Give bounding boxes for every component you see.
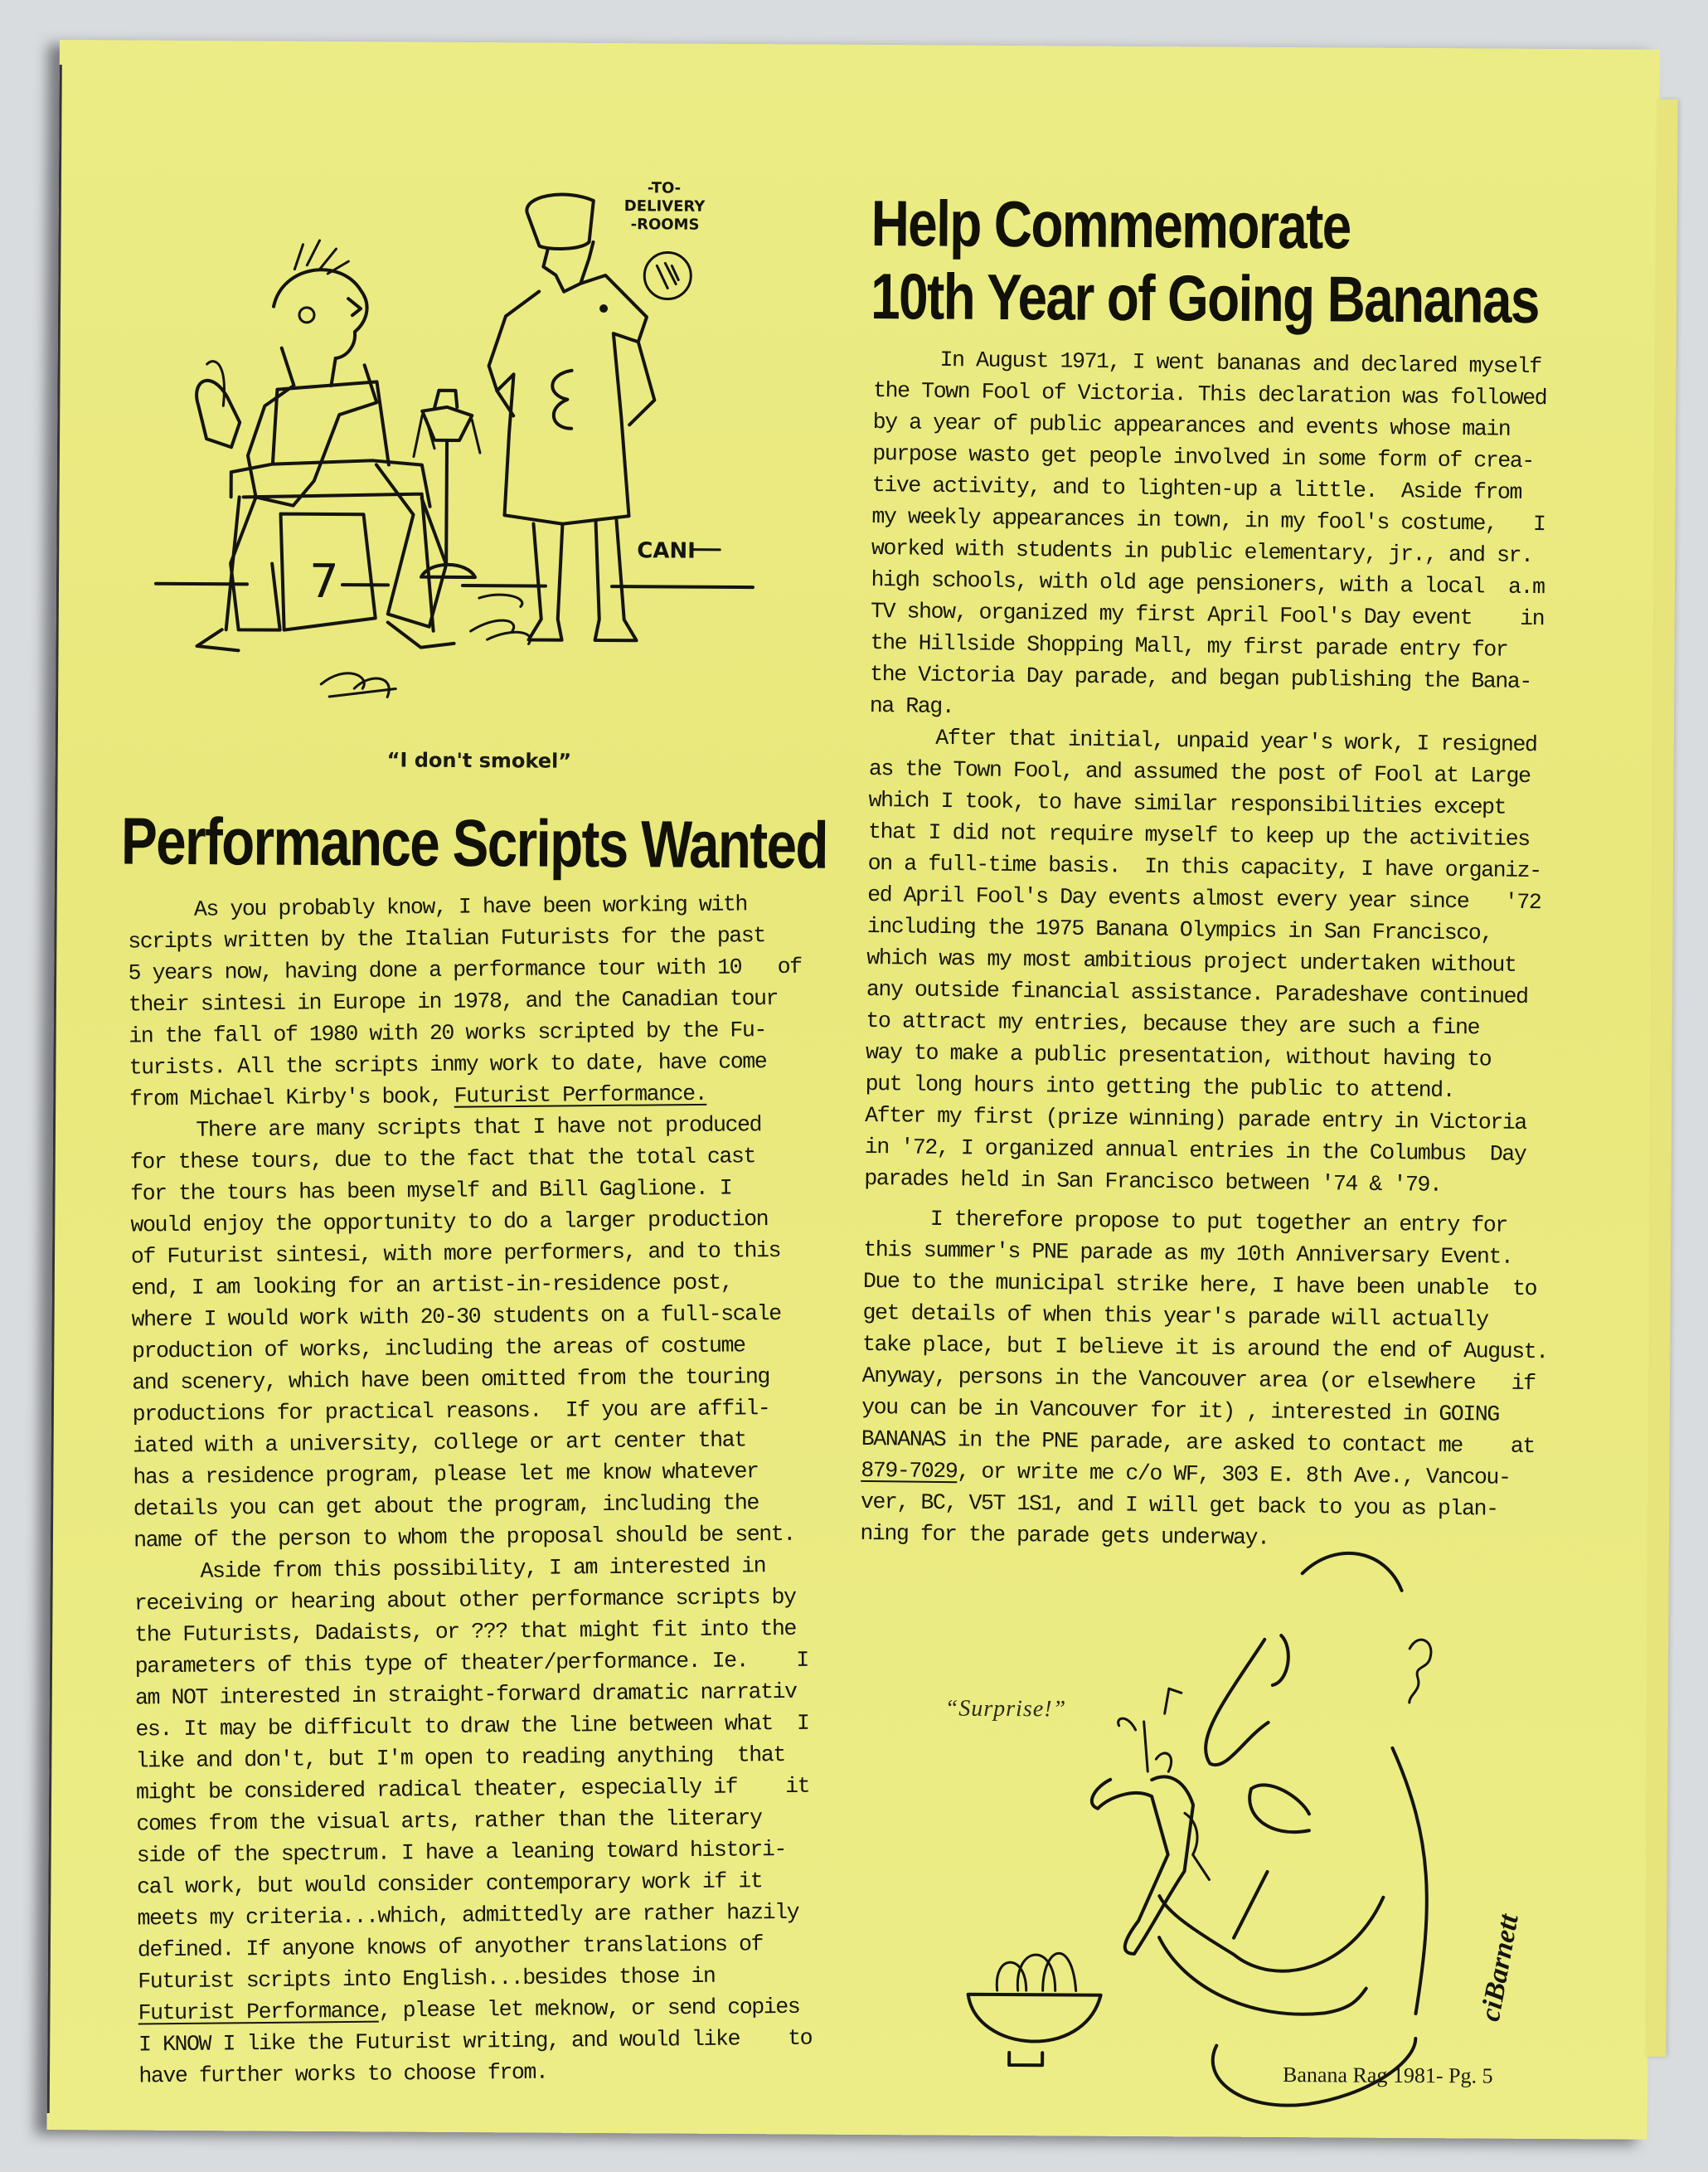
text-line-content: that I did not require myself to keep up the activities — [867, 819, 1530, 853]
text-line-content: for the tours has been myself and Bill Gaglione. I — [130, 1175, 732, 1207]
text-line-content: which I took, to have similar responsibilities except — [868, 787, 1507, 820]
text-line-content: have further works to choose from. — [138, 2059, 548, 2089]
text-line-content: their sintesi in Europe in 1978, and the Canadian tour — [128, 985, 779, 1018]
text-line-content: ed April Fool's Day events almost every year since '72 — [867, 882, 1541, 916]
article-going-bananas — [860, 343, 1619, 1557]
text-line-content: the Futurists, Dadaists, or ??? that might fit into the — [134, 1616, 797, 1648]
text-line-content: where I would work with 20-30 students on a full-scale — [131, 1300, 781, 1333]
text-line-content: As you probably know, I have been working with — [193, 892, 748, 922]
text-line-content: the Town Fool of Victoria. This declaration was followed — [872, 378, 1547, 411]
text-line-content: get details of when this year's parade will actually — [862, 1300, 1488, 1333]
text-line-content: the Victoria Day parade, and began publishing the Bana- — [870, 661, 1532, 695]
cartoon-delivery-room — [147, 165, 764, 750]
sign-line-2: DELIVERY — [624, 197, 706, 216]
text-line-content: production of works, including the areas of costume — [131, 1333, 745, 1364]
headline-performance-scripts: Performance Scripts Wanted — [120, 804, 828, 882]
text-line-content: and scenery, which have been omitted from the touring — [132, 1364, 770, 1396]
text-line-content: would enjoy the opportunity to do a larger production — [130, 1207, 769, 1238]
underlined-title: Futurist Performance — [138, 1998, 379, 2026]
text-line-content: TV show, organized my first April Fool's Day event in — [870, 598, 1545, 632]
text-line-content: turists. All the scripts inmy work to date, have come — [129, 1049, 767, 1081]
text-line-continuation: , or write me c/o WF, 303 E. 8th Ave., Vancou- — [957, 1459, 1511, 1490]
text-line-content: I KNOW I like the Futurist writing, and would like to — [138, 2025, 813, 2058]
text-line-content: Anyway, persons in the Vancouver area (or elsewhere if — [861, 1363, 1536, 1397]
cartoon-surprise-banana — [918, 1521, 1584, 2056]
text-line-content: put long hours into getting the public to attend. — [865, 1071, 1455, 1104]
text-line-content: parades held in San Francisco between '74 & '79. — [864, 1165, 1442, 1198]
text-line-content: worked with students in public elementary, jr., and sr. — [871, 535, 1533, 569]
sign-line-3: -ROOMS — [630, 216, 700, 234]
page-footer: Banana Rag 1981- Pg. 5 — [1282, 2063, 1493, 2088]
text-line-content: name of the person to whom the proposal should be sent. — [133, 1521, 795, 1553]
text-line-content: on a full-time basis. In this capacity, I have organiz- — [867, 850, 1541, 884]
text-line-content: for these tours, due to the fact that the total cast — [129, 1144, 756, 1175]
text-line-content: to attract my entries, because they are such a fine — [866, 1008, 1480, 1041]
text-line-content: parameters of this type of theater/performance. Ie. I — [134, 1647, 808, 1679]
text-line-content: scripts written by the Italian Futurists for the past — [128, 923, 766, 955]
text-line-content: by a year of public appearances and events whose main — [872, 409, 1511, 442]
text-line-content: like and don't, but I'm open to reading anything that — [135, 1742, 785, 1774]
page-stack-edge — [1646, 100, 1677, 2057]
text-line-content: productions for practical reasons. If you are affil- — [132, 1396, 770, 1427]
text-line-content: receiving or hearing about other performance scripts by — [133, 1584, 796, 1616]
text-line-content: might be considered radical theater, especially if it — [135, 1773, 810, 1805]
artist-signature-cani: CANI — [637, 538, 696, 564]
newsletter-page — [47, 40, 1660, 2140]
sign-line-1: -TO- — [647, 179, 682, 197]
text-line-content: this summer's PNE parade as my 10th Anniversary Event. — [863, 1237, 1513, 1270]
text-line-content: you can be in Vancouver for it) , interested in GOING — [861, 1394, 1499, 1427]
text-line-content: details you can get about the program, including the — [133, 1490, 759, 1522]
text-line-content: of Futurist sintesi, with more performers, and to this — [130, 1237, 781, 1270]
text-line-content: After my first (prize winning) parade entry in Victoria — [865, 1102, 1526, 1135]
text-line-content: 5 years now, having done a performance tour with 10 of — [128, 954, 802, 986]
text-line-content: Aside from this possibility, I am interested in — [200, 1553, 766, 1584]
text-line-content: as the Town Fool, and assumed the post of Fool at Large — [868, 756, 1531, 790]
text-line-content: end, I am looking for an artist-in-residence post, — [131, 1270, 733, 1301]
cartoon-caption: “I don't smokel” — [386, 748, 572, 773]
text-line-content: purpose wasto get people involved in some form of crea- — [872, 440, 1535, 474]
text-line-content: including the 1975 Banana Olympics in San Francisco, — [866, 913, 1493, 946]
text-line-content: na Rag. — [869, 692, 954, 720]
text-line-content: the Hillside Shopping Mall, my first parade entry for — [870, 629, 1508, 663]
chair-number: 7 — [308, 554, 339, 610]
text-line-content: es. It may be difficult to draw the line between what I — [135, 1710, 809, 1742]
text-line-content: I therefore propose to put together an entry for — [929, 1206, 1508, 1238]
headline-going-bananas: 10th Year of Going Bananas — [870, 259, 1540, 337]
text-line-content: tive activity, and to lighten-up a little. Aside from — [871, 472, 1522, 505]
text-line-content: any outside financial assistance. Paradeshave continued — [866, 976, 1528, 1010]
text-line-content: high schools, with old age pensioners, with a local a.m — [871, 566, 1545, 600]
text-line-content: way to make a public presentation, without having to — [865, 1039, 1492, 1072]
text-line-content: Due to the municipal strike here, I have been unable to — [862, 1268, 1537, 1302]
underlined-title: 879-7029 — [861, 1457, 958, 1484]
page-left-edge — [47, 65, 62, 2113]
text-line-content: iated with a university, college or art center that — [132, 1427, 746, 1459]
text-line-content: in '72, I organized annual entries in the Columbus Day — [864, 1134, 1526, 1167]
text-line-content: meets my criteria...which, admittedly are rather hazily — [137, 1899, 799, 1931]
text-line-content: BANANAS in the PNE parade, are asked to contact me at — [861, 1426, 1536, 1460]
text-line-content: comes from the visual arts, rather than the literary — [136, 1805, 762, 1837]
text-line-content: my weekly appearances in town, in my fool's costume, I — [871, 503, 1545, 537]
text-line-content: After that initial, unpaid year's work, I resigned — [935, 725, 1537, 758]
text-line-continuation: , please let meknow, or send copies — [378, 1994, 800, 2024]
text-line-content: side of the spectrum. I have a leaning toward histori- — [136, 1836, 787, 1868]
underlined-title: Futurist Performance. — [454, 1081, 707, 1109]
text-line-content: from Michael Kirby's book, — [129, 1083, 454, 1112]
text-line-content: which was my most ambitious project undertaken without — [866, 945, 1516, 978]
headline-help-commemorate: Help Commemorate — [871, 186, 1351, 263]
text-line — [138, 2053, 852, 2092]
text-line-content: in the fall of 1980 with 20 works scripted by the Fu- — [129, 1018, 767, 1049]
text-line-content: Futurist scripts into English...besides those in — [138, 1963, 716, 1995]
text-line-content: In August 1971, I went bananas and declared myself — [939, 347, 1541, 380]
text-line-content: take place, but I believe it is around the end of August. — [861, 1331, 1548, 1365]
text-line-content: am NOT interested in straight-forward dramatic narrativ — [134, 1679, 797, 1711]
text-line-content: ver, BC, V5T 1S1, and I will get back to you as plan- — [860, 1489, 1498, 1522]
article-performance-scripts — [128, 887, 852, 2092]
text-line-content: cal work, but would consider contemporary work if it — [137, 1868, 763, 1900]
artist-signature-barnett: ciBarnett — [1474, 1912, 1525, 2024]
cartoon-caption-surprise: “Surprise!” — [944, 1695, 1067, 1723]
text-line-content: There are many scripts that I have not produced — [196, 1112, 762, 1143]
text-line-content: ning for the parade gets underway. — [860, 1520, 1269, 1551]
text-line-content: defined. If anyone knows of anyother translations of — [137, 1931, 764, 1963]
text-line-content: has a residence program, please let me know whatever — [133, 1459, 759, 1490]
